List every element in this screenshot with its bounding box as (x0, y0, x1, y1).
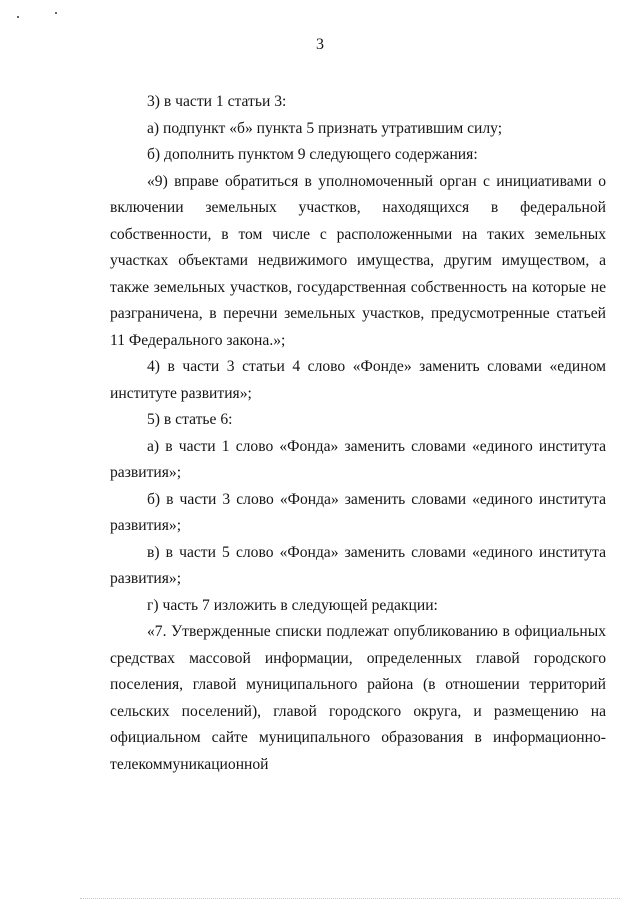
paragraph-1: 3) в части 1 статьи 3: (147, 93, 287, 110)
paragraph-10: г) часть 7 изложить в следующей редакции: (147, 596, 438, 614)
paragraph-7: а) в части 1 слово «Фонда» заменить словами «единого института развития»; (110, 437, 606, 481)
paragraph-6: 5) в статье 6: (147, 411, 233, 428)
paragraph-8: б) в части 3 слово «Фонда» заменить словами «единого института развития»; (110, 490, 606, 534)
paragraph-11: «7. Утвержденные списки подлежат опубликованию в официальных средствах массовой информации, определенных главой городского поселения, главой муниципального района (в отношении территорий сельских поселений), главой городского округа, и размещению на официальном сайте муниципального образования в информационно-телекоммуникационной (110, 623, 606, 773)
scan-edge-line (80, 898, 620, 899)
paragraph-4: «9) вправе обратиться в уполномоченный орган с инициативами о включении земельных участков, находящихся в федеральной собственности, в том числе с расположенными на таких земельных участках объектами недвижимого имущества, другим имуществом, а также земельных участков, государственная собственность на которые не разграничена, в перечни земельных участков, предусмотренные статьей 11 Федерального закона.»; (110, 172, 606, 349)
scan-speck-2 (55, 12, 57, 14)
paragraph-3: б) дополнить пунктом 9 следующего содержания: (147, 146, 478, 163)
document-body (110, 89, 606, 778)
paragraph-9: в) в части 5 слово «Фонда» заменить словами «единого института развития»; (110, 543, 606, 587)
paragraph-2: а) подпункт «б» пункта 5 признать утратившим силу; (147, 119, 503, 137)
scan-speck-1 (17, 16, 19, 18)
paragraph-5: 4) в части 3 статьи 4 слово «Фонде» заменить словами «едином институте развития»; (110, 358, 606, 402)
page-number: 3 (316, 36, 324, 53)
